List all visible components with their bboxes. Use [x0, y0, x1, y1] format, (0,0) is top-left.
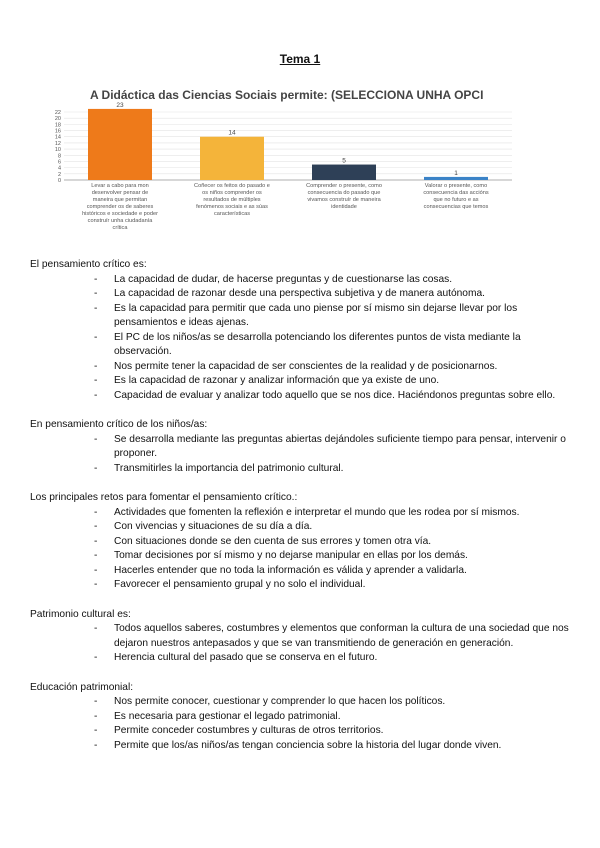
x-category-label: Levar a cabo para mon desenvolver pensar de maneira que permitan comprender os de saberes históricos e sociedade e poder construír unha ciudadanía crítica — [82, 183, 158, 231]
bar — [312, 165, 376, 180]
page-title: Tema 1 — [279, 52, 321, 66]
bar-value-label: 5 — [342, 157, 346, 165]
y-tick-label: 0 — [57, 178, 61, 184]
bar-value-label: 23 — [116, 101, 124, 109]
list-item: - Nos permite conocer, cuestionar y comprender lo que hacen los políticos. — [114, 695, 570, 710]
section-heading: Patrimonio cultural es: — [30, 608, 131, 620]
bar — [200, 137, 264, 180]
bullet-list — [30, 433, 570, 477]
notes-section — [30, 491, 570, 593]
y-tick-label: 4 — [57, 165, 61, 172]
list-item: - Capacidad de evaluar y analizar todo aquello que se nos dice. Haciéndonos preguntas sobre ello. — [114, 389, 570, 404]
section-heading: Los principales retos para fomentar el pensamiento crítico.: — [30, 492, 298, 503]
list-item: - Favorecer el pensamiento grupal y no solo el individual. — [114, 578, 570, 593]
list-item: - Es la capacidad para permitir que cada uno piense por sí mismo sin dejarse llevar por los pensamientos e ideas ajenas. — [114, 302, 570, 331]
list-item: - Se desarrolla mediante las preguntas abiertas dejándoles suficiente tiempo para pensar, intervenir o proponer. — [114, 433, 570, 462]
list-item: - El PC de los niños/as se desarrolla potenciando los diferentes puntos de vista mediante la observación. — [114, 331, 570, 360]
y-tick-label: 16 — [54, 128, 61, 135]
bullet-list — [30, 506, 570, 593]
list-item: - Herencia cultural del pasado que se conserva en el futuro. — [114, 651, 570, 666]
bullet-list — [30, 622, 570, 666]
y-tick-label: 10 — [54, 147, 61, 154]
list-item: - Con vivencias y situaciones de su día a día. — [114, 520, 570, 535]
list-item: - La capacidad de dudar, de hacerse preguntas y de cuestionarse las cosas. — [114, 273, 570, 288]
notes-section — [30, 681, 570, 754]
y-tick-label: 12 — [54, 140, 61, 147]
list-item: - Permite que los/as niños/as tengan conciencia sobre la historia del lugar donde viven. — [114, 739, 570, 754]
notes-content — [30, 258, 570, 768]
list-item: - Nos permite tener la capacidad de ser conscientes de la realidad y de posicionarnos. — [114, 360, 570, 375]
y-tick-label: 20 — [54, 116, 61, 123]
section-heading: El pensamiento crítico es: — [30, 259, 147, 270]
chart-title: A Didáctica das Ciencias Sociais permite: (SELECCIONA UNHA OPCI — [90, 88, 484, 102]
list-item: - Tomar decisiones por sí mismo y no dejarse manipular en ellas por los demás. — [114, 549, 570, 564]
y-tick-label: 8 — [57, 153, 61, 160]
bullet-list — [30, 273, 570, 404]
section-heading: En pensamiento crítico de los niños/as: — [30, 419, 208, 430]
bar-chart — [40, 84, 520, 244]
bar-value-label: 1 — [454, 169, 458, 177]
list-item: - Es la capacidad de razonar y analizar información que ya existe de uno. — [114, 374, 570, 389]
y-tick-label: 2 — [57, 171, 61, 178]
list-item: - Actividades que fomenten la reflexión e interpretar el mundo que les rodea por sí mismos. — [114, 506, 570, 521]
list-item: - Hacerles entender que no toda la información es válida y aprender a validarla. — [114, 564, 570, 579]
list-item: - Es necesaria para gestionar el legado patrimonial. — [114, 710, 570, 725]
y-tick-label: 6 — [57, 159, 61, 166]
list-item: - Transmitirles la importancia del patrimonio cultural. — [114, 462, 570, 477]
bar — [88, 109, 152, 180]
notes-section — [30, 258, 570, 403]
x-category-label: Valorar o presente, como consecuencia das accións que no futuro e as consecuencias que temos — [423, 183, 489, 210]
list-item: - Permite conceder costumbres y culturas de otros territorios. — [114, 724, 570, 739]
list-item: - Todos aquellos saberes, costumbres y elementos que conforman la cultura de una sociedad que nos dejaron nuestros antepasados y que se van transmitiendo de generación en generación. — [114, 622, 570, 651]
bar — [424, 177, 488, 180]
x-category-label: Coñecer os feitos do pasado e os niños comprender os resultados de múltiples fenómenos sociais e as súas características — [194, 183, 270, 217]
bullet-list — [30, 695, 570, 753]
list-item: - Con situaciones donde se den cuenta de sus errores y tomen otra vía. — [114, 535, 570, 550]
notes-section — [30, 418, 570, 476]
list-item: - La capacidad de razonar desde una perspectiva subjetiva y de manera autónoma. — [114, 287, 570, 302]
section-heading: Educación patrimonial: — [30, 681, 134, 693]
y-tick-label: 22 — [54, 110, 61, 116]
x-category-label: Comprender o presente, como consecuencia do pasado que vivamos construír de maneira identidade — [306, 183, 382, 210]
bar-value-label: 14 — [228, 129, 236, 137]
y-tick-label: 18 — [54, 122, 61, 129]
y-tick-label: 14 — [54, 134, 61, 141]
notes-section — [30, 608, 570, 666]
